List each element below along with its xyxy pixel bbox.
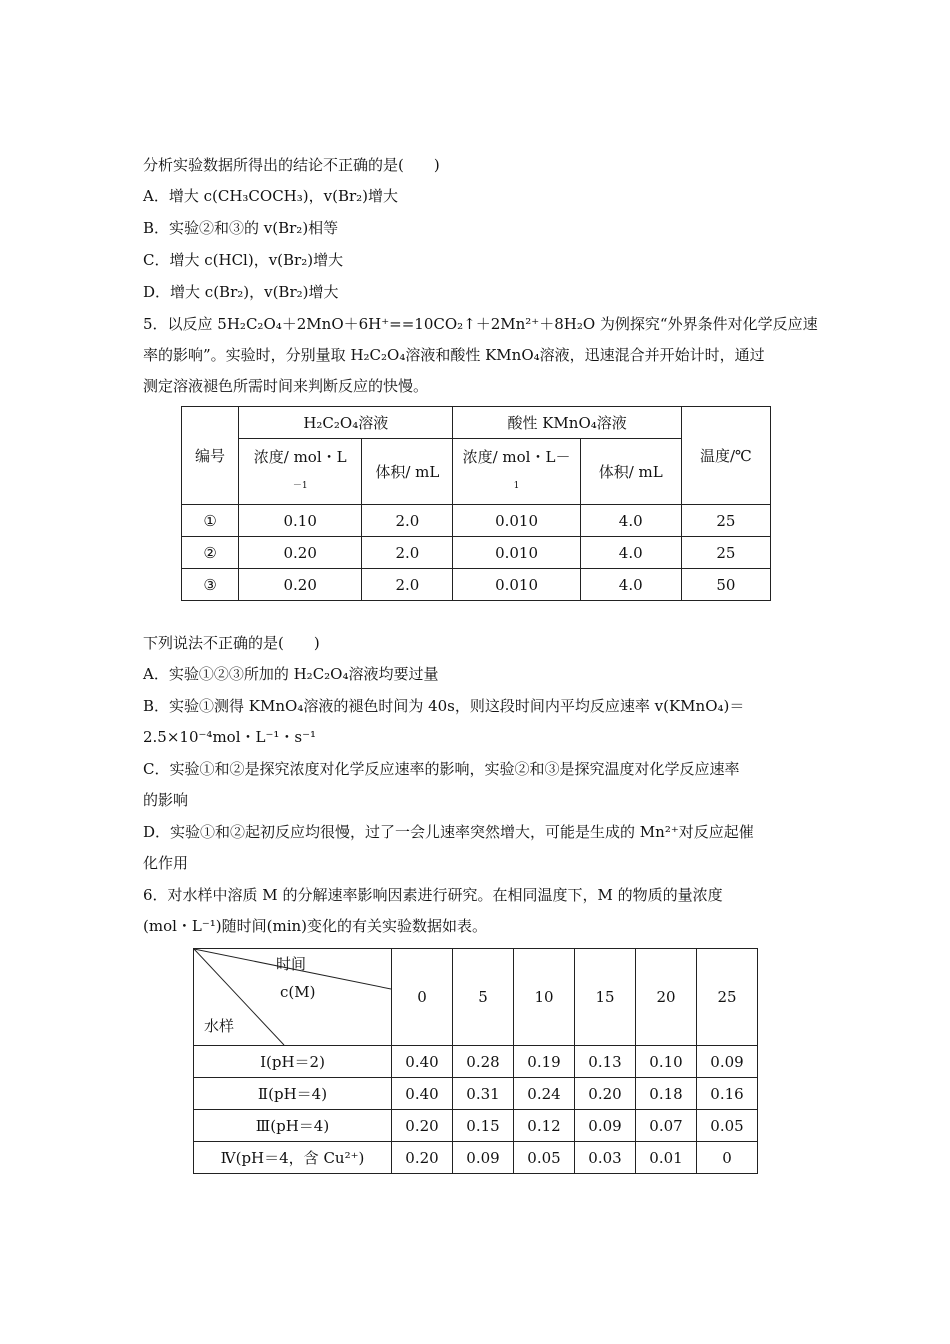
table-cell: 0.18 <box>636 1078 697 1110</box>
table-row <box>182 505 771 537</box>
table-cell: 0.16 <box>697 1078 758 1110</box>
table-cell: 0.07 <box>636 1110 697 1142</box>
table-cell: 0.01 <box>636 1142 697 1174</box>
table-cell: 0.20 <box>392 1142 453 1174</box>
q5-option-d-line-1: D．实验①和②起初反应均很慢，过了一会儿速率突然增大，可能是生成的 Mn²⁺对反应起催 <box>143 823 754 841</box>
table-cell: 0.010 <box>453 569 580 601</box>
table-cell: 0.31 <box>453 1078 514 1110</box>
table-cell: 15 <box>575 949 636 1046</box>
table-cell: 0.12 <box>514 1110 575 1142</box>
table-cell: 4.0 <box>580 569 681 601</box>
q5-stem-line-2: 率的影响”。实验时，分别量取 H₂C₂O₄溶液和酸性 KMnO₄溶液，迅速混合并开始计时，通过 <box>143 346 765 364</box>
table-cell: 0.09 <box>697 1046 758 1078</box>
q6-stem-line-2: (mol・L⁻¹)随时间(min)变化的有关实验数据如表。 <box>143 917 488 935</box>
table-cell: 0.24 <box>514 1078 575 1110</box>
q5-question: 下列说法不正确的是( ) <box>143 634 320 652</box>
q6-table <box>193 948 758 1174</box>
table-cell: 0.010 <box>453 505 580 537</box>
table-cell: 0.10 <box>239 505 362 537</box>
q5-table <box>181 406 771 601</box>
q5-option-a: A．实验①②③所加的 H₂C₂O₄溶液均要过量 <box>143 665 439 683</box>
table-cell: 0.28 <box>453 1046 514 1078</box>
header-conc-1: 浓度/ mol・L －1 <box>239 439 362 505</box>
table-cell: ① <box>182 505 239 537</box>
table-cell: 0 <box>392 949 453 1046</box>
table-cell: Ⅱ(pH＝4) <box>194 1078 392 1110</box>
table-cell: 0.19 <box>514 1046 575 1078</box>
table-cell: 0.40 <box>392 1046 453 1078</box>
table-cell: 0.05 <box>697 1110 758 1142</box>
header-temperature: 温度/℃ <box>681 407 770 505</box>
diagonal-header-cell <box>194 949 392 1046</box>
header-vol-1: 体积/ mL <box>362 439 453 505</box>
q5-stem-line-1: 5．以反应 5H₂C₂O₄＋2MnO＋6H⁺==10CO₂↑＋2Mn²⁺＋8H₂O 为例探究“外界条件对化学反应速 <box>143 315 818 333</box>
table-cell: 25 <box>681 537 770 569</box>
header-conc-2: 浓度/ mol・L－ 1 <box>453 439 580 505</box>
table-cell: 2.0 <box>362 505 453 537</box>
table-row <box>182 569 771 601</box>
table-cell: 0.09 <box>575 1110 636 1142</box>
table-cell: 5 <box>453 949 514 1046</box>
table-cell: 2.0 <box>362 569 453 601</box>
q4-option-b: B．实验②和③的 v(Br₂)相等 <box>143 219 339 237</box>
table-cell: 2.0 <box>362 537 453 569</box>
table-cell: 25 <box>681 505 770 537</box>
table-cell: 0.03 <box>575 1142 636 1174</box>
label-sample: 水样 <box>204 1017 235 1035</box>
table-row <box>194 1110 758 1142</box>
table-cell: 0.10 <box>636 1046 697 1078</box>
q5-option-b-line-2: 2.5×10⁻⁴mol・L⁻¹・s⁻¹ <box>143 728 317 746</box>
table-cell: 0.05 <box>514 1142 575 1174</box>
table-row <box>182 537 771 569</box>
table-cell: 25 <box>697 949 758 1046</box>
table-row <box>194 1078 758 1110</box>
table-cell: ② <box>182 537 239 569</box>
table-cell: 4.0 <box>580 505 681 537</box>
q5-stem-line-3: 测定溶液褪色所需时间来判断反应的快慢。 <box>143 377 429 395</box>
table-cell: Ⅰ(pH＝2) <box>194 1046 392 1078</box>
header-number: 编号 <box>182 407 239 505</box>
table-cell: 0.09 <box>453 1142 514 1174</box>
label-time: 时间 <box>276 955 307 973</box>
table-cell: 50 <box>681 569 770 601</box>
table-cell: 0.13 <box>575 1046 636 1078</box>
table-cell: 0.20 <box>239 569 362 601</box>
table-cell: Ⅲ(pH＝4) <box>194 1110 392 1142</box>
table-cell: 4.0 <box>580 537 681 569</box>
q5-option-c-line-1: C．实验①和②是探究浓度对化学反应速率的影响，实验②和③是探究温度对化学反应速率 <box>143 760 740 778</box>
table-row <box>194 1046 758 1078</box>
table-cell: Ⅳ(pH＝4，含 Cu²⁺) <box>194 1142 392 1174</box>
q5-option-c-line-2: 的影响 <box>143 791 189 809</box>
header-kmno4: 酸性 KMnO₄溶液 <box>453 407 681 439</box>
q5-option-b-line-1: B．实验①测得 KMnO₄溶液的褪色时间为 40s，则这段时间内平均反应速率 v(KMnO₄)＝ <box>143 697 745 715</box>
q6-stem-line-1: 6．对水样中溶质 M 的分解速率影响因素进行研究。在相同温度下，M 的物质的量浓度 <box>143 886 723 904</box>
q4-option-a: A．增大 c(CH₃COCH₃)，v(Br₂)增大 <box>143 187 399 205</box>
q4-option-d: D．增大 c(Br₂)，v(Br₂)增大 <box>143 283 339 301</box>
table-cell: 0.20 <box>575 1078 636 1110</box>
table-cell: 10 <box>514 949 575 1046</box>
table-row <box>194 1142 758 1174</box>
table-cell: ③ <box>182 569 239 601</box>
table-cell: 0 <box>697 1142 758 1174</box>
table-cell: 0.15 <box>453 1110 514 1142</box>
table-cell: 0.40 <box>392 1078 453 1110</box>
table-cell: 0.010 <box>453 537 580 569</box>
q5-option-d-line-2: 化作用 <box>143 854 189 872</box>
q4-option-c: C．增大 c(HCl)，v(Br₂)增大 <box>143 251 344 269</box>
q4-stem: 分析实验数据所得出的结论不正确的是( ) <box>143 156 440 174</box>
header-h2c2o4: H₂C₂O₄溶液 <box>239 407 453 439</box>
table-cell: 20 <box>636 949 697 1046</box>
table-cell: 0.20 <box>239 537 362 569</box>
table-cell: 0.20 <box>392 1110 453 1142</box>
label-cm: c(M) <box>280 983 316 1001</box>
header-vol-2: 体积/ mL <box>580 439 681 505</box>
